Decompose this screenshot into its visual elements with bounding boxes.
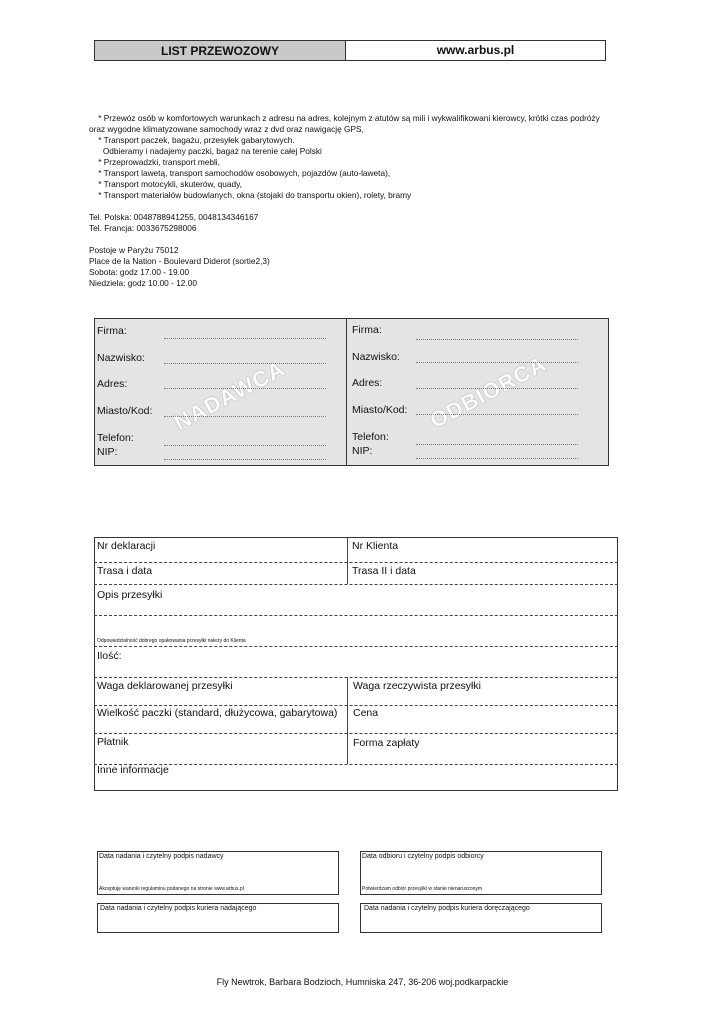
sender-nazwisko-label: Nazwisko:: [97, 352, 145, 364]
sender-nip-field[interactable]: [164, 459, 326, 460]
recipient-adres-field[interactable]: [416, 388, 578, 389]
sender-miasto-field[interactable]: [164, 416, 326, 417]
stop-line: Postoje w Paryżu 75012: [89, 245, 179, 255]
sender-watermark: NADAWCA: [169, 355, 290, 436]
form-divider-bottom: [347, 677, 348, 764]
sender-signature-label: Data nadania i czytelny podpis nadawcy: [99, 853, 224, 860]
form-row-line: [94, 562, 618, 563]
sender-firma-label: Firma:: [97, 325, 127, 337]
sender-adres-field[interactable]: [164, 388, 326, 389]
waga-deklarowana-field[interactable]: Waga deklarowanej przesyłki: [97, 680, 233, 692]
recipient-miasto-label: Miasto/Kod:: [352, 404, 408, 416]
service-line: * Przeprowadzki, transport mebli,: [89, 157, 220, 167]
sender-adres-label: Adres:: [97, 378, 128, 390]
stop-info: [89, 245, 489, 289]
delivering-courier-signature-label: Data nadania i czytelny podpis kuriera doręczającego: [364, 905, 530, 912]
recipient-watermark: ODBIORCA: [425, 351, 551, 434]
sender-firma-field[interactable]: [164, 338, 326, 339]
phone-contacts: [89, 212, 489, 234]
sender-miasto-label: Miasto/Kod:: [97, 405, 153, 417]
waga-rzeczywista-field[interactable]: Waga rzeczywista przesyłki: [353, 680, 481, 692]
recipient-firma-label: Firma:: [352, 324, 382, 336]
form-divider-top: [347, 537, 348, 584]
recipient-telefon-field[interactable]: [416, 444, 578, 445]
forma-zaplaty-field[interactable]: Forma zapłaty: [353, 737, 420, 749]
document-title: LIST PRZEWOZOWY: [94, 40, 346, 61]
services-list: [89, 113, 649, 201]
service-line: oraz wygodne klimatyzowane samochody wraz z dvd oraz nawigację GPS,: [89, 124, 364, 134]
service-line: * Transport motocykli, skuterów, quady,: [89, 179, 242, 189]
party-divider: [346, 318, 347, 466]
form-row-line: [94, 615, 618, 616]
recipient-telefon-label: Telefon:: [352, 431, 389, 443]
stop-line: Sobota: godz 17.00 - 19.00: [89, 267, 190, 277]
form-row-line: [94, 646, 618, 647]
phone-line: Tel. Polska: 0048788941255, 0048134346167: [89, 212, 259, 222]
sender-telefon-field[interactable]: [164, 445, 326, 446]
nr-klienta-field[interactable]: Nr Klienta: [352, 540, 399, 552]
recipient-firma-field[interactable]: [416, 339, 578, 340]
recipient-nip-label: NIP:: [352, 445, 373, 457]
packaging-note: Odpowiedzialność dobrego opakowania przesyłki należy do Klienta: [97, 638, 246, 644]
opis-field[interactable]: Opis przesyłki: [97, 589, 163, 601]
recipient-nip-field[interactable]: [416, 458, 578, 459]
recipient-adres-label: Adres:: [352, 377, 383, 389]
company-footer: Fly Newtrok, Barbara Bodzioch, Humniska 247, 36-206 woj.podkarpackie: [216, 977, 509, 987]
stop-line: Place de la Nation - Boulevard Diderot (sortie2,3): [89, 256, 270, 266]
recipient-nazwisko-label: Nazwisko:: [352, 351, 400, 363]
website-link: www.arbus.pl: [346, 40, 606, 61]
form-row-line: [94, 584, 618, 585]
service-line: * Transport lawetą, transport samochodów osobowych, pojazdów (auto-laweta),: [89, 168, 391, 178]
sending-courier-signature-label: Data nadania i czytelny podpis kuriera nadającego: [100, 905, 257, 912]
phone-line: Tel. Francja: 0033675298006: [89, 223, 197, 233]
sender-nip-label: NIP:: [97, 446, 118, 458]
recipient-miasto-field[interactable]: [416, 414, 578, 415]
recipient-signature-note: Potwierdzam odbiór przesyłki w stanie nienaruszonym: [362, 886, 483, 892]
recipient-nazwisko-field[interactable]: [416, 362, 578, 363]
cena-field[interactable]: Cena: [353, 707, 379, 719]
service-line: * Transport paczek, bagażu, przesyłek gabarytowych.: [89, 135, 295, 145]
service-line: * Transport materiałów budowlanych, okna (stojaki do transportu okien), rolety, bramy: [89, 190, 412, 200]
sender-nazwisko-field[interactable]: [164, 363, 326, 364]
stop-line: Niedziela: godz 10.00 - 12.00: [89, 278, 197, 288]
sender-telefon-label: Telefon:: [97, 432, 134, 444]
trasa-i-field[interactable]: Trasa i data: [97, 565, 153, 577]
service-line: * Przewóz osób w komfortowych warunkach z adresu na adres, kolejnym z atutów są mili i wykwalifikowani kierowcy, krótki czas podróży: [89, 113, 600, 123]
sender-signature-note: Akceptuję warunki regulaminu podanego na stronie www.arbus.pl: [99, 886, 244, 892]
trasa-ii-field[interactable]: Trasa II i data: [352, 565, 416, 577]
form-row-line: [94, 733, 618, 734]
platnik-field[interactable]: Płatnik: [97, 736, 129, 748]
ilosc-field[interactable]: Ilość:: [97, 650, 122, 662]
service-line: Odbieramy i nadajemy paczki, bagaż na terenie całej Polski: [89, 146, 322, 156]
form-row-line: [94, 677, 618, 678]
nr-deklaracji-field[interactable]: Nr deklaracji: [97, 540, 156, 552]
wielkosc-paczki-field[interactable]: Wielkość paczki (standard, dłużycowa, gabarytowa): [97, 707, 338, 719]
inne-informacje-field[interactable]: Inne informacje: [97, 764, 169, 776]
form-row-line: [94, 705, 618, 706]
recipient-signature-label: Data odbioru i czytelny podpis odbiorcy: [362, 853, 484, 860]
form-row-line: [94, 764, 618, 765]
